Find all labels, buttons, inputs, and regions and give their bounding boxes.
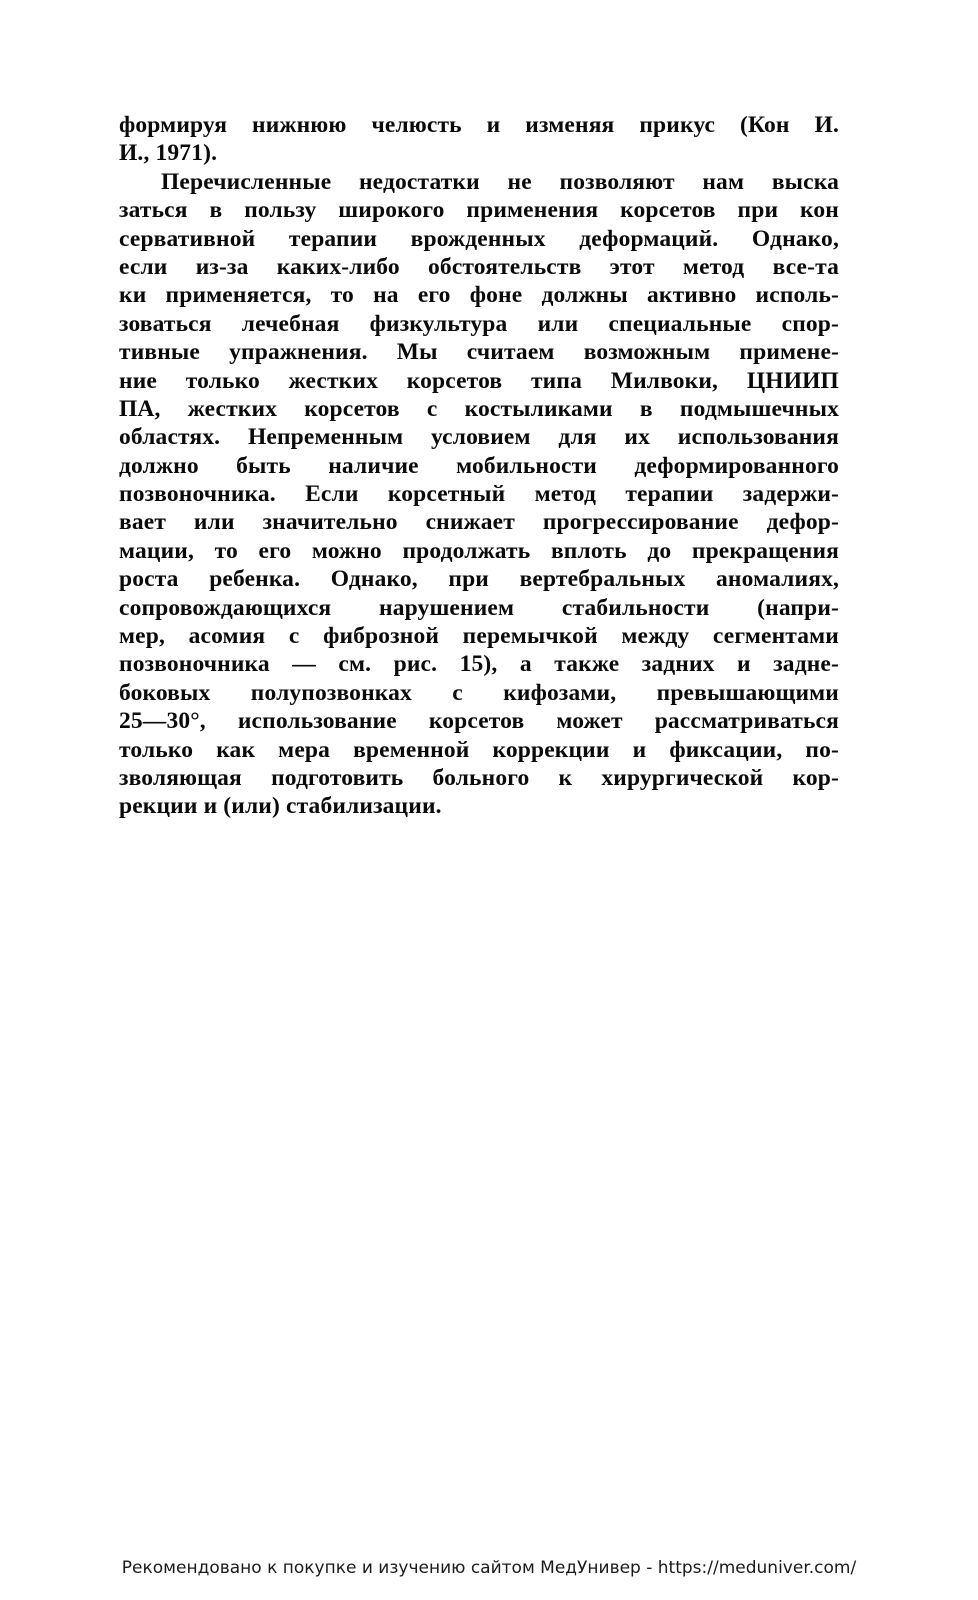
text-line: роста ребенка. Однако, при вертебральных аномалиях, [119,566,839,593]
text-line: ки применяется, то на его фоне должны активно исполь- [119,282,839,309]
paragraph-first-line: Перечисленные недостатки не позволяют нам выска [161,168,839,195]
text-line: тивные упражнения. Мы считаем возможным примене- [119,339,839,366]
body-text [119,111,839,821]
text-line: ние только жестких корсетов типа Милвоки, ЦНИИП [119,367,839,394]
text-line: рекции и (или) стабилизации. [119,793,442,820]
text-line: должно быть наличие мобильности деформированного [119,452,839,479]
text-line: ПА, жестких корсетов с костыликами в подмышечных [119,395,839,422]
text-line: вает или значительно снижает прогрессирование дефор- [119,509,839,536]
text-line: только как мера временной коррекции и фиксации, по- [119,736,839,763]
text-line: позвоночника. Если корсетный метод терапии задержи- [119,481,839,508]
text-line: мер, асомия с фиброзной перемычкой между сегментами [119,623,839,650]
text-line: сервативной терапии врожденных деформаций. Однако, [119,225,839,252]
text-line: если из-за каких-либо обстоятельств этот метод все-та [119,253,839,280]
text-line: И., 1971). [119,140,218,167]
text-line: боковых полупозвонках с кифозами, превышающими [119,679,839,706]
text-line: зволяющая подготовить больного к хирургической кор- [119,764,839,791]
text-line: 25—30°, использование корсетов может рассматриваться [119,708,839,735]
text-line: областях. Непременным условием для их использования [119,424,839,451]
text-line: заться в пользу широкого применения корсетов при кон [119,197,839,224]
text-line: зоваться лечебная физкультура или специальные спор- [119,310,839,337]
text-line: мации, то его можно продолжать вплоть до прекращения [119,537,839,564]
text-line: формируя нижнюю челюсть и изменяя прикус (Кон И. [119,112,839,138]
footer-recommendation: Рекомендовано к покупке и изучению сайтом МедУнивер - https://meduniver.com/ [121,1558,857,1578]
text-line: сопровождающихся нарушением стабильности (напри- [119,594,839,621]
text-line: позвоночника — см. рис. 15), а также задних и задне- [119,651,839,678]
